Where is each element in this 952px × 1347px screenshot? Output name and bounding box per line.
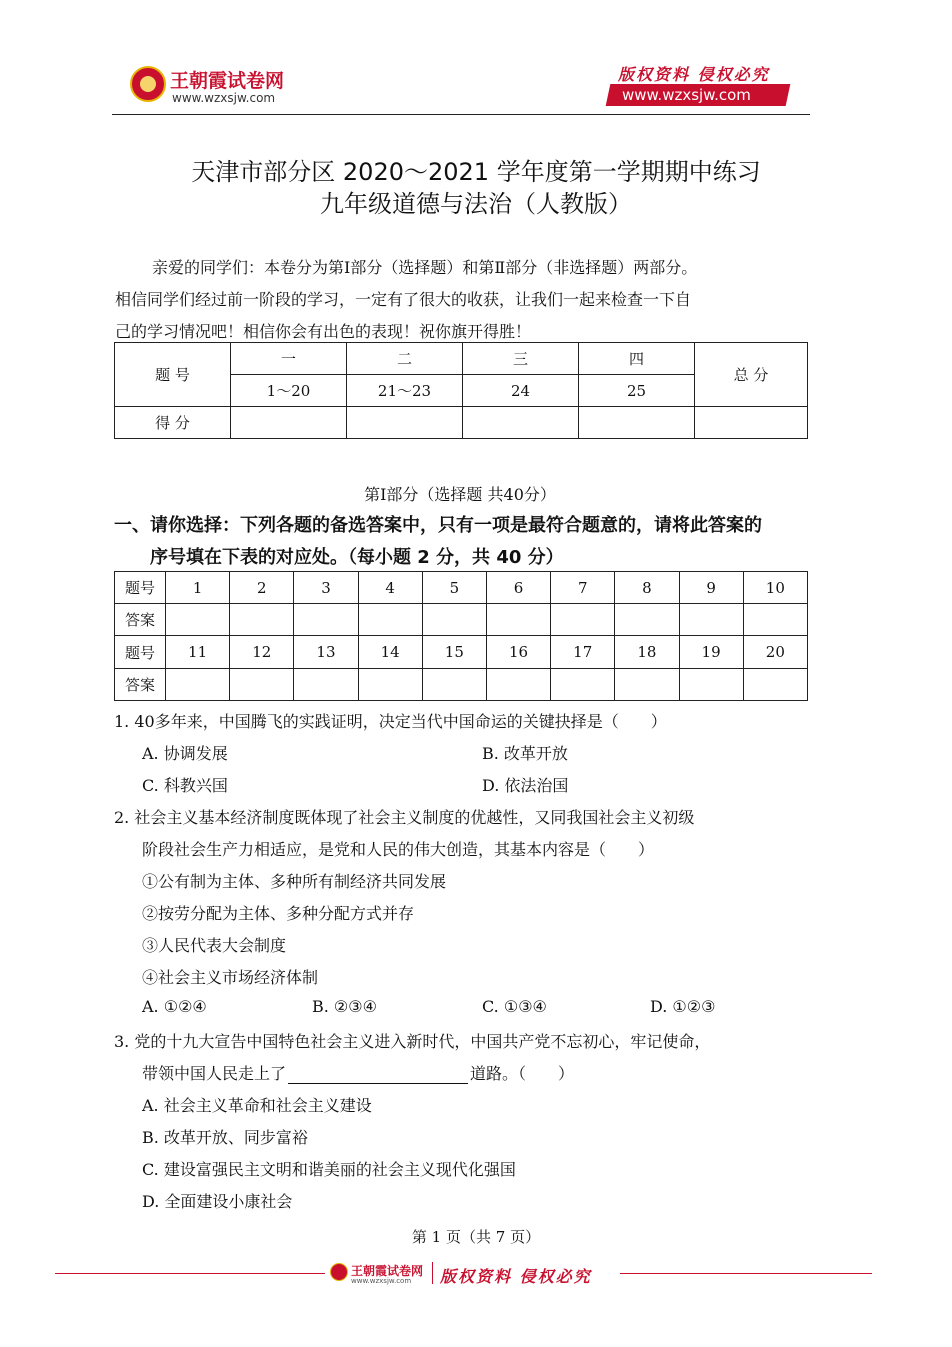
q-number: 13 [294,636,358,669]
a-label: 答案 [115,604,166,636]
section-header: 一 [231,343,347,375]
q-number: 11 [166,636,230,669]
logo-emblem-icon [130,66,166,102]
q-number: 20 [743,636,807,669]
section-range: 21～23 [347,375,463,407]
footer-logo-name: 王朝霞试卷网 [351,1264,424,1278]
q-number: 6 [486,572,550,604]
part1-instruction-1: 一、请你选择：下列各题的备选答案中，只有一项是最符合题意的，请将此答案的 [114,515,762,536]
question-2-option-d: D. ①②③ [650,997,716,1016]
q-number: 12 [230,636,294,669]
score-row-label: 题 号 [115,343,231,407]
question-2-option-b: B. ②③④ [312,997,377,1016]
section-range: 24 [463,375,579,407]
footer-divider-right [620,1273,872,1274]
part1-instruction-2: 序号填在下表的对应处。（每小题 2 分，共 40 分） [150,547,564,568]
question-2-item-1: ①公有制为主体、多种所有制经济共同发展 [142,872,447,891]
answer-cell[interactable] [166,604,230,636]
q-number: 3 [294,572,358,604]
answer-cell[interactable] [422,669,486,701]
q-number: 9 [679,572,743,604]
question-3-stem-1: 3. 党的十九大宣告中国特色社会主义进入新时代，中国共产党不忘初心，牢记使命， [114,1032,711,1051]
answer-cell[interactable] [615,604,679,636]
question-1-option-c: C. 科教兴国 [142,776,228,795]
question-2-option-c: C. ①③④ [482,997,547,1016]
q-number: 16 [486,636,550,669]
answer-cell[interactable] [294,604,358,636]
q-number: 2 [230,572,294,604]
answer-cell[interactable] [358,669,422,701]
answer-cell[interactable] [358,604,422,636]
answer-cell[interactable] [679,669,743,701]
q-number: 4 [358,572,422,604]
question-3-option-a: A. 社会主义革命和社会主义建设 [142,1096,372,1115]
logo-name: 王朝霞试卷网 [170,70,285,92]
section-header: 四 [579,343,695,375]
score-cell[interactable] [695,407,808,439]
question-2-item-3: ③人民代表大会制度 [142,936,287,955]
q-number: 19 [679,636,743,669]
q-label: 题号 [115,572,166,604]
answer-cell[interactable] [166,669,230,701]
answer-cell[interactable] [615,669,679,701]
footer-slogan: 版权资料 侵权必究 [440,1267,592,1286]
answer-cell[interactable] [551,669,615,701]
q-number: 7 [551,572,615,604]
section-header: 二 [347,343,463,375]
header-slogan: 版权资料 侵权必究 [618,65,770,84]
q-number: 17 [551,636,615,669]
page-title: 天津市部分区 2020～2021 学年度第一学期期中练习 [191,158,761,186]
score-cell[interactable] [347,407,463,439]
question-1-stem: 1. 40多年来，中国腾飞的实践证明，决定当代中国命运的关键抉择是（ ） [114,712,667,731]
a-label: 答案 [115,669,166,701]
score-cell[interactable] [579,407,695,439]
intro-line-1: 亲爱的同学们：本卷分为第Ⅰ部分（选择题）和第Ⅱ部分（非选择题）两部分。 [152,258,698,277]
footer-logo-url: www.wzxsjw.com [351,1277,412,1285]
section-header: 三 [463,343,579,375]
question-1-option-a: A. 协调发展 [142,744,228,763]
page-subtitle: 九年级道德与法治（人教版） [320,190,632,218]
question-1-option-d: D. 依法治国 [482,776,569,795]
answer-cell[interactable] [486,669,550,701]
question-2-item-2: ②按劳分配为主体、多种分配方式并存 [142,904,415,923]
q-number: 14 [358,636,422,669]
question-3-stem-2 [142,1061,574,1084]
logo-url: www.wzxsjw.com [172,91,276,105]
question-3-option-b: B. 改革开放、同步富裕 [142,1128,308,1147]
q-label: 题号 [115,636,166,669]
score-cell[interactable] [231,407,347,439]
answer-cell[interactable] [294,669,358,701]
header-divider [112,114,810,115]
question-2-option-a: A. ①②④ [142,997,207,1016]
answer-cell[interactable] [743,604,807,636]
answer-cell[interactable] [551,604,615,636]
question-3-option-d: D. 全面建设小康社会 [142,1192,293,1211]
score-table [114,342,808,439]
footer-divider-left [55,1273,325,1274]
question-2-item-4: ④社会主义市场经济体制 [142,968,319,987]
question-3-stem-2-post: 道路。（ ） [470,1064,575,1083]
section-range: 25 [579,375,695,407]
total-label: 总 分 [695,343,808,407]
score-label: 得 分 [115,407,231,439]
question-1-option-b: B. 改革开放 [482,744,568,763]
question-3-option-c: C. 建设富强民主文明和谐美丽的社会主义现代化强国 [142,1160,516,1179]
answer-cell[interactable] [679,604,743,636]
q-number: 15 [422,636,486,669]
intro-line-3: 己的学习情况吧！相信你会有出色的表现！祝你旗开得胜！ [115,322,532,341]
question-2-stem-2: 阶段社会生产力相适应，是党和人民的伟大创造，其基本内容是（ ） [142,840,655,859]
score-cell[interactable] [463,407,579,439]
answer-cell[interactable] [230,604,294,636]
answer-table [114,571,808,701]
answer-cell[interactable] [422,604,486,636]
q-number: 18 [615,636,679,669]
fill-in-blank[interactable] [288,1067,468,1084]
question-2-stem-1: 2. 社会主义基本经济制度既体现了社会主义制度的优越性，又同我国社会主义初级 [114,808,695,827]
part1-title: 第Ⅰ部分（选择题 共40分） [364,485,556,504]
q-number: 1 [166,572,230,604]
page-number: 第 1 页（共 7 页） [411,1228,541,1246]
answer-cell[interactable] [230,669,294,701]
footer-separator [432,1262,433,1284]
header-url: www.wzxsjw.com [622,86,751,104]
answer-cell[interactable] [743,669,807,701]
q-number: 5 [422,572,486,604]
q-number: 8 [615,572,679,604]
intro-line-2: 相信同学们经过前一阶段的学习，一定有了很大的收获，让我们一起来检查一下自 [115,290,692,309]
footer-logo-icon [330,1263,348,1281]
section-range: 1～20 [231,375,347,407]
q-number: 10 [743,572,807,604]
question-3-stem-2-pre: 带领中国人民走上了 [142,1064,287,1083]
answer-cell[interactable] [486,604,550,636]
